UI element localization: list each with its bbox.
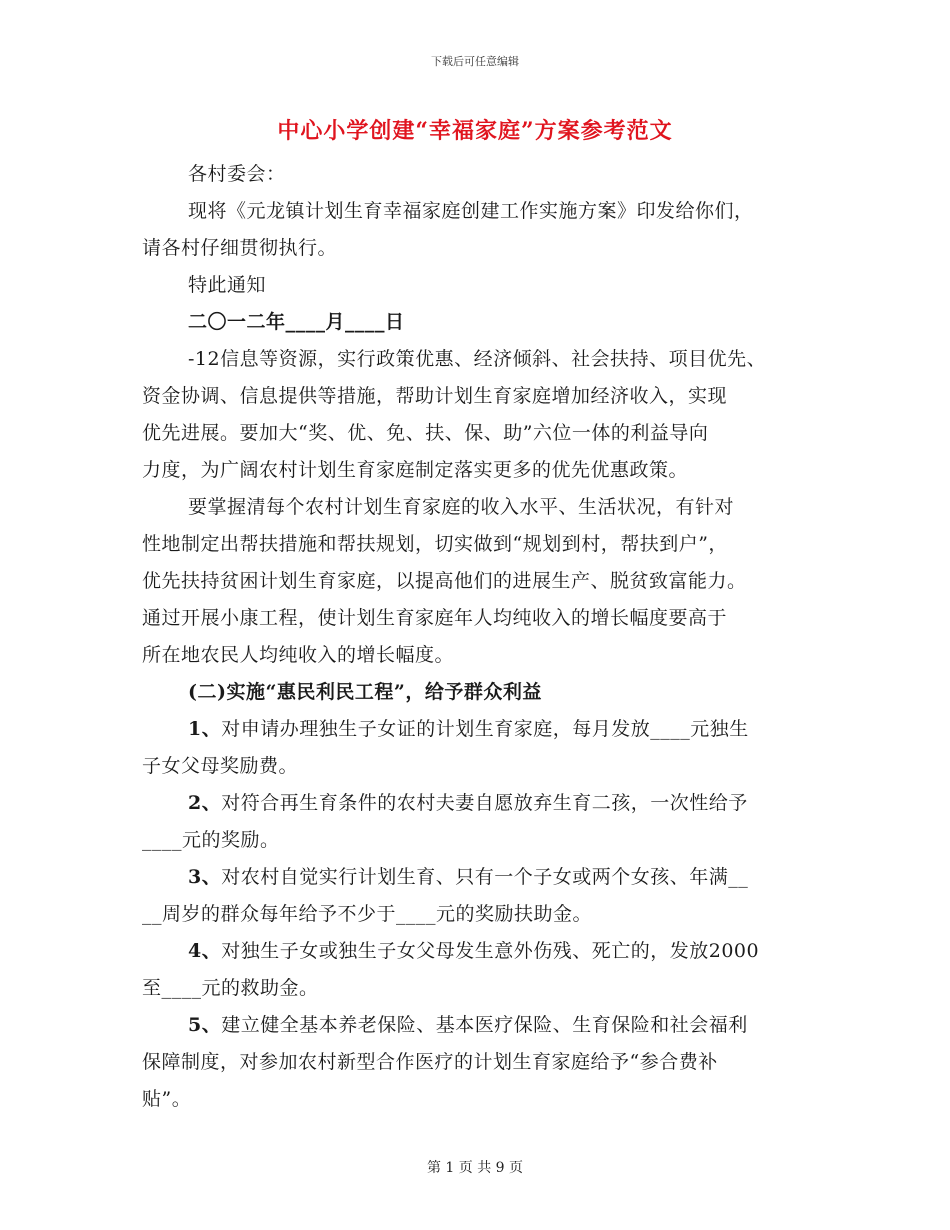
paragraph-line: 优先扶持贫困计划生育家庭，以提高他们的进展生产、脱贫致富能力。 <box>142 570 747 592</box>
date-line: 二〇一二年____月____日 <box>188 311 405 333</box>
list-item-5: 5、建立健全基本养老保险、基本医疗保险、生育保险和社会福利 <box>188 1014 748 1036</box>
list-item-4-cont: 至____元的救助金。 <box>142 977 319 999</box>
paragraph-line: 通过开展小康工程，使计划生育家庭年人均纯收入的增长幅度要高于 <box>142 607 728 629</box>
list-item-1: 1、对申请办理独生子女证的计划生育家庭，每月发放____元独生 <box>188 718 749 740</box>
list-item-3-cont: __周岁的群众每年给予不少于____元的奖励扶助金。 <box>142 903 593 925</box>
page-footer: 第 1 页 共 9 页 <box>426 1160 524 1176</box>
paragraph-line: -12信息等资源，实行政策优惠、经济倾斜、社会扶持、项目优先、 <box>188 348 767 370</box>
list-item-2: 2、对符合再生育条件的农村夫妻自愿放弃生育二孩，一次性给予 <box>188 792 748 814</box>
salutation: 各村委会： <box>188 163 286 185</box>
item-number: 3、 <box>188 866 222 888</box>
item-number: 1、 <box>188 718 222 740</box>
paragraph-line: 资金协调、信息提供等措施，帮助计划生育家庭增加经济收入，实现 <box>142 385 728 407</box>
section-heading: (二)实施“惠民利民工程”，给予群众利益 <box>188 681 542 703</box>
paragraph-line: 所在地农民人均纯收入的增长幅度。 <box>142 644 455 666</box>
notice-closing: 特此通知 <box>188 274 267 296</box>
paragraph-line: 优先进展。要加大“奖、优、免、扶、保、助”六位一体的利益导向 <box>142 422 709 444</box>
list-item-3: 3、对农村自觉实行计划生育、只有一个子女或两个女孩、年满__ <box>188 866 749 888</box>
list-item-4: 4、对独生子女或独生子女父母发生意外伤残、死亡的，发放2000 <box>188 940 760 962</box>
document-body <box>142 156 822 1118</box>
item-number: 4、 <box>188 940 222 962</box>
item-number: 2、 <box>188 792 222 814</box>
paragraph-line: 性地制定出帮扶措施和帮扶规划，切实做到“规划到村，帮扶到户”， <box>142 533 728 555</box>
paragraph-line: 力度，为广阔农村计划生育家庭制定落实更多的优先优惠政策。 <box>142 459 689 481</box>
list-item-5-cont: 贴”。 <box>142 1088 192 1110</box>
document-title: 中心小学创建“幸福家庭”方案参考范文 <box>277 118 673 144</box>
paragraph-line: 现将《元龙镇计划生育幸福家庭创建工作实施方案》印发给你们， <box>188 200 754 222</box>
list-item-1-cont: 子女父母奖励费。 <box>142 755 299 777</box>
item-number: 5、 <box>188 1014 222 1036</box>
paragraph-line: 请各村仔细贯彻执行。 <box>142 237 338 259</box>
list-item-2-cont: ____元的奖励。 <box>142 829 280 851</box>
header-note: 下载后可任意编辑 <box>431 55 519 68</box>
list-item-5-cont: 保障制度，对参加农村新型合作医疗的计划生育家庭给予“参合费补 <box>142 1051 718 1073</box>
paragraph-line: 要掌握清每个农村计划生育家庭的收入水平、生活状况，有针对 <box>188 496 735 518</box>
